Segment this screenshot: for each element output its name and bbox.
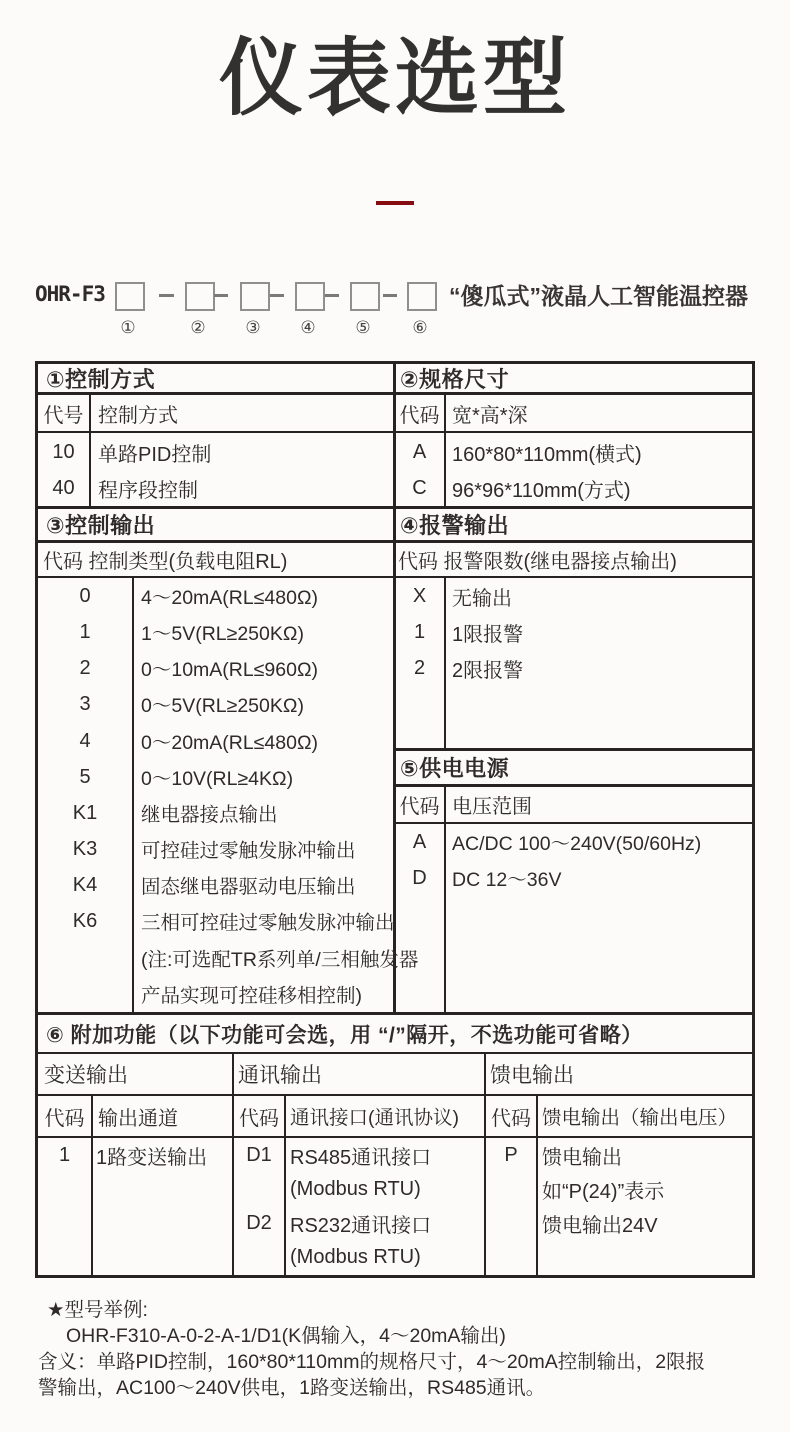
desc-cell: 可控硅过零触发脉冲输出: [141, 840, 356, 862]
group3-col-desc: 馈电输出（输出电压）: [542, 1107, 738, 1129]
divider-v: [132, 576, 134, 1012]
desc-cell: (Modbus RTU): [290, 1177, 421, 1200]
desc-cell: 三相可控硅过零触发脉冲输出: [141, 912, 395, 934]
desc-cell: 单路PID控制: [98, 443, 212, 466]
desc-cell: 0～10V(RL≥4KΩ): [141, 768, 294, 790]
digit-label-6: ⑥: [412, 318, 428, 337]
model-code-box-3: [240, 282, 270, 311]
dash-separator-1: [159, 294, 174, 297]
desc-cell: 0～20mA(RL≤480Ω): [141, 732, 319, 754]
group3-col-code: 代码: [491, 1107, 531, 1130]
model-code-box-2: [185, 282, 215, 311]
section6-title: ⑥ 附加功能（以下功能可会选，用 “/”隔开，不选功能可省略）: [46, 1023, 643, 1047]
code-cell: K1: [72, 801, 98, 824]
code-cell: 10: [52, 440, 75, 463]
digit-label-1: ①: [120, 318, 136, 337]
example-meaning-1: 含义：单路PID控制，160*80*110mm的规格尺寸，4～20mA控制输出，2限报: [38, 1351, 706, 1373]
code-cell: P: [504, 1143, 518, 1166]
code-cell: D: [412, 866, 427, 889]
code-cell: 5: [79, 765, 91, 788]
code-cell: 1: [58, 1143, 71, 1166]
digit-label-4: ④: [300, 318, 316, 337]
note-line: 产品实现可控硅移相控制): [141, 985, 362, 1007]
section5-col-desc: 电压范围: [452, 795, 532, 818]
desc-cell: 0～5V(RL≥250KΩ): [141, 695, 304, 717]
model-code-box-4: [295, 282, 325, 311]
section2-title: ②规格尺寸: [400, 366, 510, 392]
desc-cell: DC 12～36V: [452, 869, 562, 891]
section4-col-header: 代码 报警限数(继电器接点输出): [398, 551, 677, 573]
code-cell: D1: [246, 1143, 272, 1166]
code-cell: 0: [79, 584, 91, 607]
digit-label-3: ③: [245, 318, 261, 337]
desc-cell: 160*80*110mm(横式): [452, 443, 642, 466]
divider-v: [444, 784, 446, 1012]
section3-title: ③控制输出: [46, 513, 156, 538]
code-cell: 3: [79, 692, 91, 715]
desc-cell: 馈电输出: [542, 1146, 622, 1169]
selection-table: [35, 361, 755, 1278]
code-cell: 1: [413, 620, 426, 643]
model-code-box-1: [115, 282, 145, 311]
desc-cell: 1限报警: [452, 623, 524, 646]
desc-cell: (Modbus RTU): [290, 1245, 421, 1268]
divider-v: [444, 392, 446, 506]
group1-col-desc: 输出通道: [98, 1107, 178, 1130]
code-cell: X: [412, 584, 427, 607]
group2-col-desc: 通讯接口(通讯协议): [290, 1107, 459, 1129]
example-heading: ★型号举例:: [47, 1299, 148, 1321]
desc-cell: 2限报警: [452, 659, 524, 682]
desc-cell: RS485通讯接口: [290, 1146, 432, 1169]
model-code-box-6: [407, 282, 437, 311]
example-meaning-2: 警输出，AC100～240V供电，1路变送输出，RS485通讯。: [38, 1377, 546, 1399]
code-cell: C: [412, 476, 427, 499]
divider-v: [89, 392, 91, 506]
section5-col-code: 代码: [399, 795, 440, 818]
code-cell: K6: [72, 909, 98, 932]
section1-col-desc: 控制方式: [98, 404, 178, 427]
desc-cell: 继电器接点输出: [141, 804, 278, 826]
desc-cell: 1路变送输出: [96, 1146, 208, 1169]
code-cell: 4: [79, 729, 91, 752]
page-title: 仪表选型: [218, 31, 571, 125]
divider-v: [91, 1094, 93, 1275]
divider-h: [393, 748, 752, 751]
desc-cell: 0～10mA(RL≤960Ω): [141, 659, 319, 681]
dash-separator-5: [383, 294, 397, 297]
example-model: OHR-F310-A-0-2-A-1/D1(K偶输入，4～20mA输出): [66, 1325, 506, 1347]
divider-v: [284, 1094, 286, 1275]
section5-title: ⑤供电电源: [400, 756, 510, 781]
code-cell: D2: [246, 1211, 272, 1234]
dash-separator-3: [270, 294, 284, 297]
code-cell: A: [412, 830, 427, 853]
section1-col-code: 代号: [43, 404, 84, 427]
section2-col-desc: 宽*高*深: [452, 404, 528, 427]
model-code-box-5: [350, 282, 380, 311]
digit-label-2: ②: [190, 318, 206, 337]
model-prefix: OHR-F3: [35, 282, 105, 306]
divider-h: [393, 784, 752, 787]
desc-cell: 如“P(24)”表示: [542, 1180, 665, 1203]
section4-title: ④报警输出: [400, 513, 510, 538]
desc-cell: 程序段控制: [98, 479, 198, 502]
group2-col-code: 代码: [239, 1107, 279, 1130]
desc-cell: RS232通讯接口: [290, 1214, 432, 1237]
section2-col-code: 代码: [399, 404, 440, 427]
divider-h: [38, 1052, 752, 1054]
accent-dash: [376, 201, 414, 205]
desc-cell: 无输出: [452, 587, 512, 610]
group2-name: 通讯输出: [238, 1064, 322, 1087]
code-cell: 40: [52, 476, 75, 499]
code-cell: 2: [413, 656, 426, 679]
code-cell: 2: [79, 656, 91, 679]
section3-col-header: 代码 控制类型(负载电阻RL): [43, 551, 288, 573]
section1-title: ①控制方式: [46, 366, 156, 392]
code-cell: 1: [79, 620, 91, 643]
divider-v: [444, 576, 446, 748]
desc-cell: 馈电输出24V: [542, 1214, 658, 1237]
group1-name: 变送输出: [44, 1064, 128, 1087]
model-description: “傻瓜式”液晶人工智能温控器: [449, 282, 748, 309]
code-cell: A: [412, 440, 427, 463]
group3-name: 馈电输出: [490, 1064, 574, 1087]
dash-separator-4: [325, 294, 339, 297]
dash-separator-2: [214, 294, 228, 297]
note-line: (注:可选配TR系列单/三相触发器: [141, 949, 419, 971]
group1-col-code: 代码: [44, 1107, 85, 1130]
divider-v: [536, 1094, 538, 1275]
desc-cell: 96*96*110mm(方式): [452, 479, 631, 502]
desc-cell: AC/DC 100～240V(50/60Hz): [452, 833, 702, 855]
digit-label-5: ⑤: [355, 318, 371, 337]
desc-cell: 固态继电器驱动电压输出: [141, 876, 356, 898]
desc-cell: 4～20mA(RL≤480Ω): [141, 587, 319, 609]
code-cell: K4: [72, 873, 98, 896]
desc-cell: 1～5V(RL≥250KΩ): [141, 623, 304, 645]
code-cell: K3: [72, 837, 98, 860]
